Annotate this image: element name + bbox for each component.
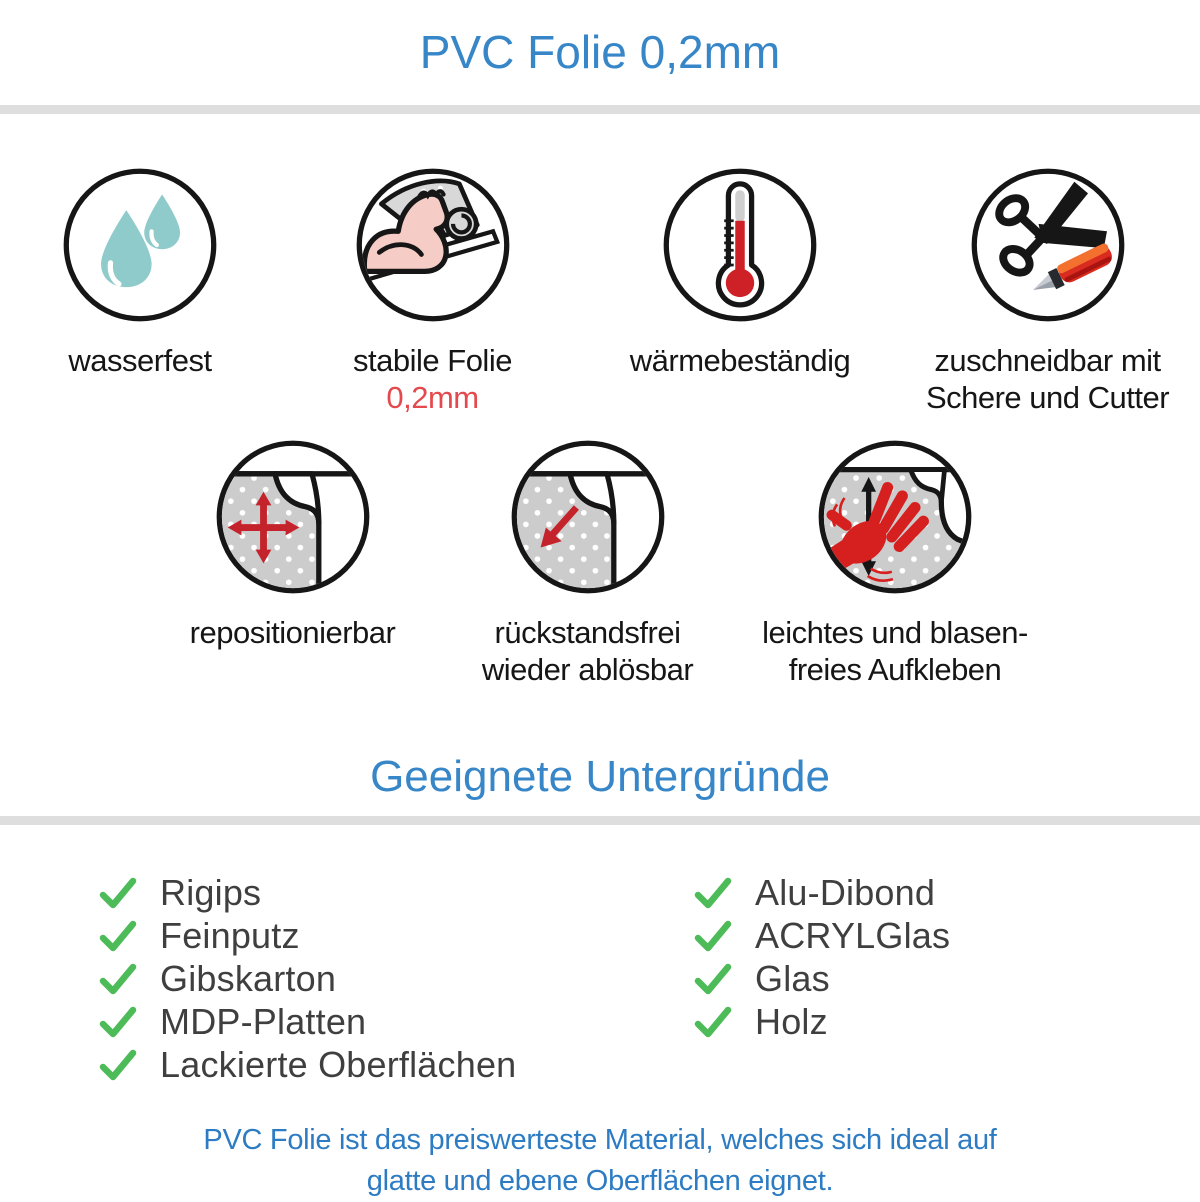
feature-repositionierbar <box>145 438 440 688</box>
feature-blasenfrei <box>735 438 1055 688</box>
feature-label-line2: wieder ablösbar <box>481 652 694 687</box>
divider-top <box>0 105 1200 114</box>
divider-middle <box>0 816 1200 825</box>
peel-off-icon <box>509 438 667 596</box>
features-row-2 <box>0 438 1200 688</box>
substrates-column-right <box>693 871 950 1086</box>
feature-label: leichtes und blasen- <box>762 615 1028 650</box>
thermometer-icon <box>661 166 819 324</box>
footer-line-2: glatte und ebene Oberflächen eignet. <box>366 1165 834 1197</box>
list-item <box>98 1043 693 1086</box>
feature-label: repositionierbar <box>189 615 396 650</box>
substrates-column-left <box>98 871 693 1086</box>
check-icon <box>693 959 733 999</box>
list-item <box>693 1000 950 1043</box>
feature-label: wärmebeständig <box>629 343 851 378</box>
check-icon <box>98 1002 138 1042</box>
feature-label-line2: freies Aufkleben <box>788 652 1002 687</box>
list-item <box>98 914 693 957</box>
muscle-foil-icon <box>354 166 512 324</box>
feature-label: wasserfest <box>68 343 212 378</box>
scissors-cutter-icon <box>969 166 1127 324</box>
feature-rueckstandsfrei <box>440 438 735 688</box>
list-item <box>98 1000 693 1043</box>
list-item-label: Holz <box>755 1000 828 1042</box>
list-item-label: ACRYLGlas <box>755 914 951 956</box>
list-item <box>98 957 693 1000</box>
list-item <box>693 957 950 1000</box>
reposition-arrows-icon <box>214 438 372 596</box>
check-icon <box>98 1045 138 1085</box>
footer-note <box>0 1120 1200 1202</box>
feature-stabile-folie <box>280 166 585 416</box>
feature-label-line2: Schere und Cutter <box>925 380 1170 415</box>
list-item-label: Gibskarton <box>160 957 337 999</box>
list-item <box>693 914 950 957</box>
list-item-label: Rigips <box>160 871 262 913</box>
footer-line-1: PVC Folie ist das preiswerteste Material, welches sich ideal auf <box>203 1124 997 1156</box>
list-item-label: MDP-Platten <box>160 1000 367 1042</box>
substrates-lists <box>0 871 1200 1086</box>
list-item-label: Feinputz <box>160 914 300 956</box>
feature-waermebestaendig <box>585 166 895 416</box>
feature-label: stabile Folie <box>353 343 512 378</box>
feature-zuschneidbar <box>895 166 1200 416</box>
check-icon <box>693 1002 733 1042</box>
smoothing-hand-icon <box>816 438 974 596</box>
list-item <box>693 871 950 914</box>
check-icon <box>98 916 138 956</box>
feature-label: rückstandsfrei <box>494 615 681 650</box>
check-icon <box>693 916 733 956</box>
check-icon <box>693 873 733 913</box>
list-item <box>98 871 693 914</box>
list-item-label: Lackierte Oberflächen <box>160 1043 517 1085</box>
list-item-label: Alu-Dibond <box>755 871 936 913</box>
substrates-heading: Geeignete Untergründe <box>370 752 830 801</box>
water-drops-icon <box>61 166 219 324</box>
check-icon <box>98 873 138 913</box>
feature-label: zuschneidbar mit <box>934 343 1161 378</box>
list-item-label: Glas <box>755 957 830 999</box>
feature-wasserfest <box>0 166 280 416</box>
features-row-1 <box>0 166 1200 416</box>
page-title: PVC Folie 0,2mm <box>419 26 781 78</box>
feature-thickness-value: 0,2mm <box>386 380 479 415</box>
check-icon <box>98 959 138 999</box>
